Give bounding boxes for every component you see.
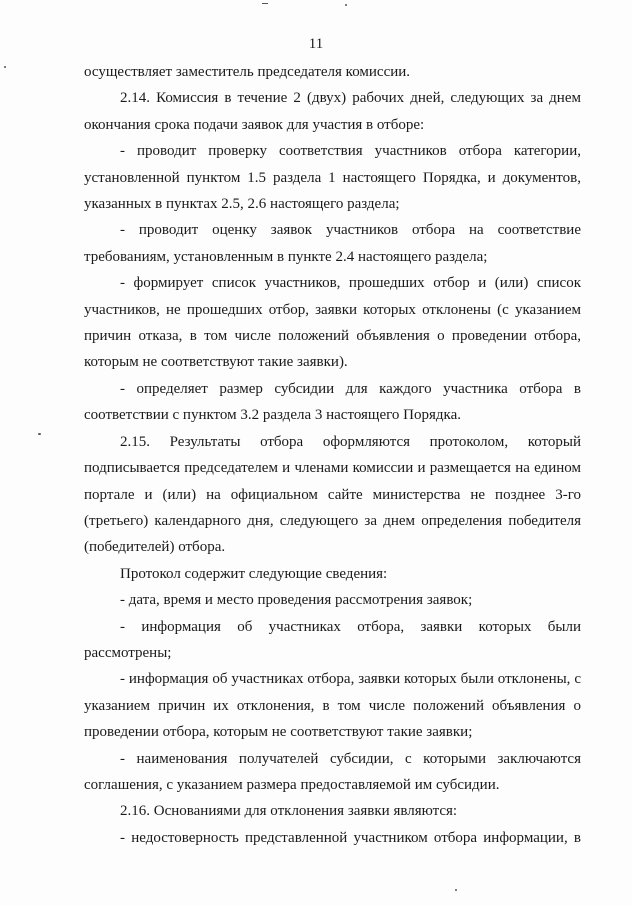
list-item-evaluate-applications: - проводит оценку заявок участников отбора на соответствие требованиям, установленным в пункте 2.4 настоящего раздела; [84,222,581,265]
list-item-rejected-participants: - информация об участниках отбора, заявки которых были отклонены, с указанием причин их отклонения, в том числе положений объявления о проведении отбора, которым не соответствуют такие заявки; [84,671,581,741]
list-item-check-categories: - проводит проверку соответствия участников отбора категории, установленной пунктом 1.5 раздела 1 настоящего Порядка, и документов, указанных в пунктах 2.5, 2.6 настоящего раздела; [84,143,581,213]
document-body [84,59,581,851]
scan-speck [38,433,41,435]
protocol-intro: Протокол содержит следующие сведения: [120,565,388,582]
list-item-recipients: - наименования получателей субсидии, с которыми заключаются соглашения, с указанием размера предоставляемой им субсидии. [84,750,581,793]
page-number: 11 [308,36,324,52]
scan-speck [455,889,457,891]
paragraph-2-14: 2.14. Комиссия в течение 2 (двух) рабочих дней, следующих за днем окончания срока подачи заявок для участия в отборе: [84,90,581,133]
paragraph-2-15: 2.15. Результаты отбора оформляются протоколом, который подписывается председателем и членами комиссии и размещается на едином портале и (или) на официальном сайте министерства не позднее 3-го (третьего) календарного дня, следующего за днем определения победителя (победителей) отбора. [84,433,581,556]
paragraph-2-16: 2.16. Основаниями для отклонения заявки являются: [120,803,458,820]
scan-speck [262,3,268,4]
list-item-date-time-place: - дата, время и место проведения рассмотрения заявок; [120,592,473,609]
scan-speck [345,4,347,6]
list-item-reviewed-participants: - информация об участниках отбора, заявки которых были рассмотрены; [84,618,581,661]
list-item-form-list: - формирует список участников, прошедших отбор и (или) список участников, не прошедших отбор, заявки которых отклонены (с указанием причин отказа, в том числе положений объявления о проведении отбора, которым не соответствуют такие заявки). [84,275,581,371]
paragraph-continuation: осуществляет заместитель председателя комиссии. [84,64,411,80]
list-item-unreliable-info: - недостоверность представленной участником отбора информации, в [120,829,581,846]
scan-speck [4,66,6,68]
list-item-determine-subsidy: - определяет размер субсидии для каждого участника отбора в соответствии с пунктом 3.2 раздела 3 настоящего Порядка. [84,380,581,424]
